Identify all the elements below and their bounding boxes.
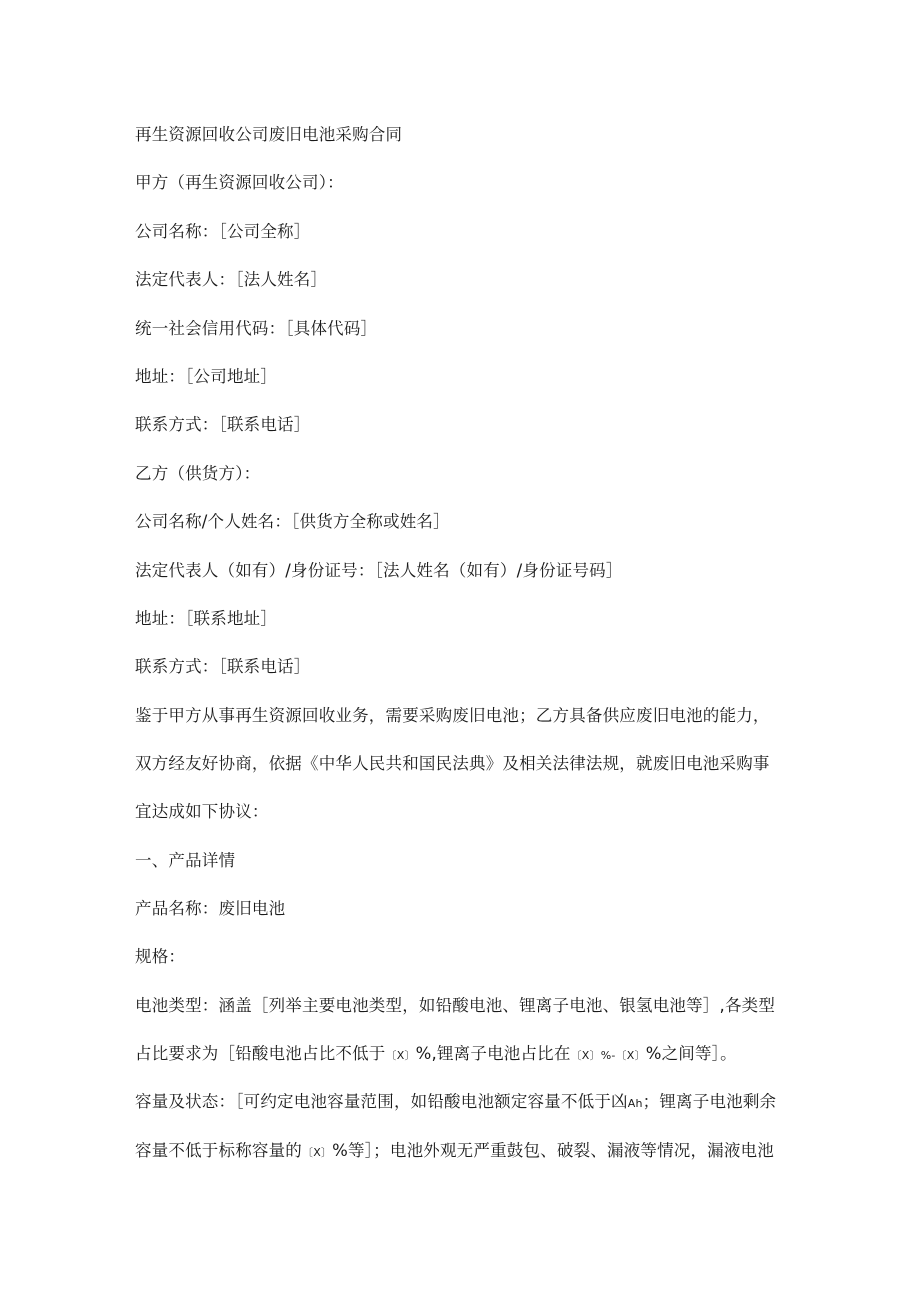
placeholder-x: 〔X〕	[385, 1049, 416, 1062]
spec-label: 规格：	[135, 947, 186, 966]
party-a-heading: 甲方（再生资源回收公司）：	[135, 173, 344, 192]
party-b-address: 地址：［联系地址］	[135, 609, 278, 628]
party-a-legal-rep: 法定代表人：［法人姓名］	[135, 270, 328, 289]
party-a-contact: 联系方式：［联系电话］	[135, 415, 311, 434]
preamble-line-2: 双方经友好协商，依据《中华人民共和国民法典》及相关法律法规，就废旧电池采购事	[135, 754, 770, 773]
party-a-address: 地址：［公司地址］	[135, 367, 278, 386]
capacity-text-a: 容量及状态：［可约定电池容量范围，如铅酸电池额定容量不低于凶	[135, 1092, 628, 1111]
preamble-line-3: 宜达成如下协议：	[135, 802, 269, 821]
battery-type-text-c: %-	[600, 1049, 616, 1062]
battery-type-text-a: 占比要求为［铅酸电池占比不低于	[135, 1044, 386, 1063]
battery-type-line-2	[135, 1043, 737, 1067]
preamble-line-1: 鉴于甲方从事再生资源回收业务，需要采购废旧电池；乙方具备供应废旧电池的能力，	[135, 706, 770, 725]
party-a-credit-code: 统一社会信用代码：［具体代码］	[135, 319, 378, 338]
placeholder-x: 〔X〕	[570, 1049, 601, 1062]
placeholder-x: 〔X〕	[302, 1146, 333, 1159]
party-a-company-name: 公司名称：［公司全称］	[135, 222, 311, 241]
capacity-line-2	[135, 1140, 774, 1164]
capacity-text-d: %等］；电池外观无严重鼓包、破裂、漏液等情况，漏液电池	[332, 1141, 774, 1160]
document-title: 再生资源回收公司废旧电池采购合同	[135, 125, 403, 144]
battery-type-text-d: %之间等］。	[645, 1044, 737, 1063]
section-1-heading: 一、产品详情	[135, 851, 236, 870]
placeholder-x: 〔X〕	[615, 1049, 646, 1062]
battery-type-text-b: %,锂离子电池占比在	[415, 1044, 571, 1063]
party-b-legal-rep: 法定代表人（如有）/身份证号：［法人姓名（如有）/身份证号码］	[135, 561, 623, 580]
battery-type-line-1: 电池类型：涵盖［列举主要电池类型，如铅酸电池、锂离子电池、银氢电池等］,各类型	[135, 996, 776, 1015]
capacity-unit: Ah	[627, 1097, 643, 1110]
capacity-text-c: 容量不低于标称容量的	[135, 1141, 302, 1160]
party-b-contact: 联系方式：［联系电话］	[135, 657, 311, 676]
party-b-name: 公司名称/个人姓名：［供货方全称或姓名］	[135, 512, 450, 531]
capacity-line-1	[135, 1091, 776, 1115]
product-name: 产品名称：废旧电池	[135, 899, 286, 918]
party-b-heading: 乙方（供货方）：	[135, 464, 261, 483]
capacity-text-b: ；锂离子电池剩余	[642, 1092, 777, 1111]
